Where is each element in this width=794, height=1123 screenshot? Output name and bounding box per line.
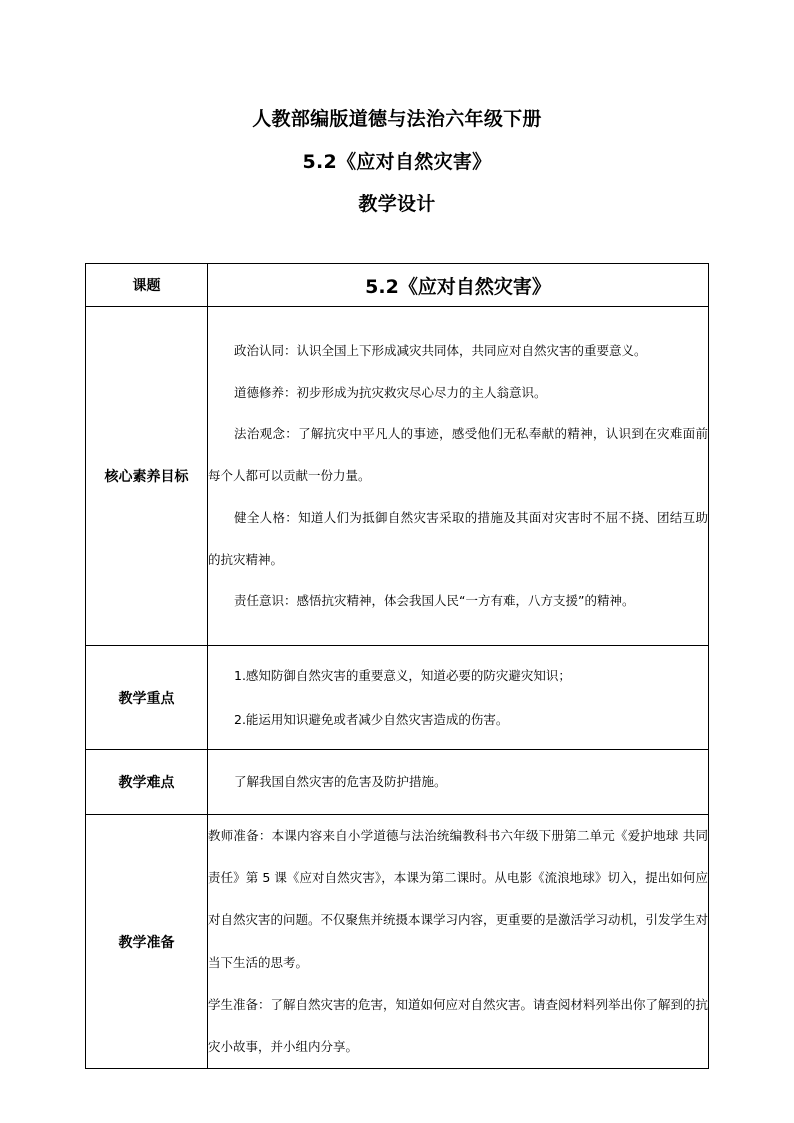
prep-cell: [208, 815, 709, 1069]
keypoints-label: 教学重点: [86, 646, 208, 750]
topic-value: 5.2《应对自然灾害》: [208, 264, 709, 307]
difficulty-cell: [208, 750, 709, 815]
lesson-plan-table: [85, 263, 709, 1069]
table-row-prep: [86, 815, 709, 1069]
table-row-goals: [86, 307, 709, 646]
difficulty-text: 了解我国自然灾害的危害及防护措施。: [234, 774, 447, 789]
prep-student-text: 学生准备：了解自然灾害的危害，知道如何应对自然灾害。请查阅材料列举出你了解到的抗灾小故事，并小组内分享。: [208, 996, 709, 1055]
goal-item: 法治观念：了解抗灾中平凡人的事迹，感受他们无私奉献的精神，认识到在灾难面前每个人都可以贡献一份力量。: [208, 426, 708, 484]
keypoint-item: 2.能运用知识避免或者减少自然灾害造成的伤害。: [234, 711, 509, 727]
document-title: 人教部编版道德与法治六年级下册: [252, 108, 542, 130]
lesson-title: 5.2《应对自然灾害》: [302, 151, 492, 173]
topic-label: 课题: [86, 264, 208, 307]
goal-item: 道德修养：初步形成为抗灾救灾尽心尽力的主人翁意识。: [234, 384, 547, 400]
keypoints-cell: [208, 646, 709, 750]
table-row-difficulty: [86, 750, 709, 815]
table-row-topic: [86, 264, 709, 307]
goal-item: 责任意识：感悟抗灾精神，体会我国人民“一方有难，八方支援”的精神。: [234, 593, 635, 609]
goals-label: 核心素养目标: [86, 307, 208, 646]
difficulty-label: 教学难点: [86, 750, 208, 815]
table-row-keypoints: [86, 646, 709, 750]
goal-item: 健全人格：知道人们为抵御自然灾害采取的措施及其面对灾害时不屈不挠、团结互助的抗灾精神。: [208, 509, 708, 567]
document-subtitle: 教学设计: [358, 193, 436, 215]
goal-item: 政治认同：认识全国上下形成减灾共同体，共同应对自然灾害的重要意义。: [234, 342, 647, 358]
prep-label: 教学准备: [86, 815, 208, 1069]
keypoint-item: 1.感知防御自然灾害的重要意义，知道必要的防灾避灾知识；: [234, 667, 571, 683]
prep-teacher-text: 教师准备：本课内容来自小学道德与法治统编教科书六年级下册第二单元《爱护地球 共同责任》第 5 课《应对自然灾害》，本课为第二课时。从电影《流浪地球》切入，提出如何应对自然灾害的问题。不仅聚焦并统摄本课学习内容，更重要的是激活学习动机，引发学生对当下生活的思考。: [208, 828, 709, 970]
goals-cell: [208, 307, 709, 646]
